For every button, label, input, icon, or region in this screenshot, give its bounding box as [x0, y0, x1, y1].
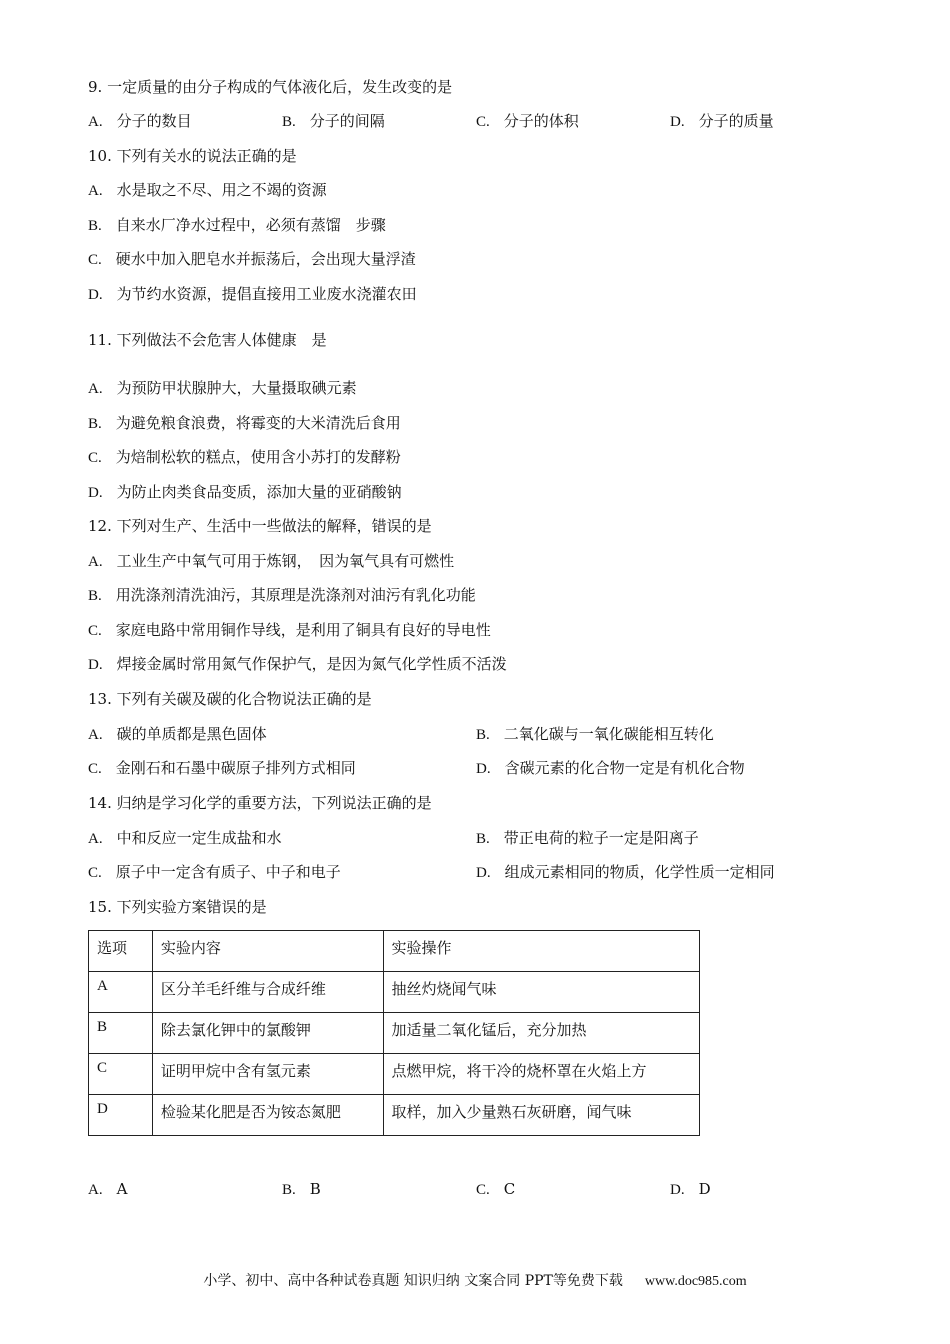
q10-option-a: A. 水是取之不尽、用之不竭的资源 — [88, 181, 327, 199]
table-cell: A — [89, 972, 153, 1013]
table-cell: 区分羊毛纤维与合成纤维 — [152, 972, 383, 1013]
question-14-stem: 14. 归纳是学习化学的重要方法，下列说法正确的是 — [88, 794, 432, 812]
q13-option-d: D. 含碳元素的化合物一定是有机化合物 — [476, 759, 745, 777]
table-cell: 加适量二氧化锰后，充分加热 — [383, 1013, 699, 1054]
table-row — [89, 1095, 700, 1136]
q11-option-c: C. 为焙制松软的糕点，使用含小苏打的发酵粉 — [88, 448, 401, 466]
question-9-stem: 9. 一定质量的由分子构成的气体液化后，发生改变的是 — [88, 78, 453, 96]
q11-option-a: A. 为预防甲状腺肿大，大量摄取碘元素 — [88, 379, 357, 397]
q14-option-a: A. 中和反应一定生成盐和水 — [88, 829, 282, 847]
q13-option-a: A. 碳的单质都是黑色固体 — [88, 725, 267, 743]
q12-option-d: D. 焊接金属时常用氮气作保护气，是因为氮气化学性质不活泼 — [88, 655, 507, 673]
table-cell: D — [89, 1095, 153, 1136]
table-cell: 抽丝灼烧闻气味 — [383, 972, 699, 1013]
table-row — [89, 1054, 700, 1095]
q15-option-a: A. A — [88, 1180, 128, 1198]
table-row — [89, 1013, 700, 1054]
footer-link[interactable]: www.doc985.com — [644, 1274, 747, 1289]
table-cell: 取样，加入少量熟石灰研磨，闻气味 — [383, 1095, 699, 1136]
q15-option-b: B. B — [282, 1180, 321, 1198]
q9-option-c: C. 分子的体积 — [476, 112, 579, 130]
table-cell: 除去氯化钾中的氯酸钾 — [152, 1013, 383, 1054]
q11-option-b: B. 为避免粮食浪费，将霉变的大米清洗后食用 — [88, 414, 401, 432]
q9-option-a: A. 分子的数目 — [88, 112, 192, 130]
q13-option-b: B. 二氧化碳与一氧化碳能相互转化 — [476, 725, 714, 743]
table-cell: B — [89, 1013, 153, 1054]
q14-option-b: B. 带正电荷的粒子一定是阳离子 — [476, 829, 699, 847]
q10-option-c: C. 硬水中加入肥皂水并振荡后，会出现大量浮渣 — [88, 250, 416, 268]
q12-option-b: B. 用洗涤剂清洗油污，其原理是洗涤剂对油污有乳化功能 — [88, 586, 476, 604]
table-header-row — [89, 931, 700, 972]
question-12-stem: 12. 下列对生产、生活中一些做法的解释，错误的是 — [88, 517, 432, 535]
q14-option-c: C. 原子中一定含有质子、中子和电子 — [88, 863, 341, 881]
q9-option-b: B. 分子的间隔 — [282, 112, 385, 130]
question-10-stem: 10. 下列有关水的说法正确的是 — [88, 147, 297, 165]
table-cell: C — [89, 1054, 153, 1095]
question-13-stem: 13. 下列有关碳及碳的化合物说法正确的是 — [88, 690, 372, 708]
q9-option-d: D. 分子的质量 — [670, 112, 774, 130]
table-cell: 证明甲烷中含有氢元素 — [152, 1054, 383, 1095]
table-header-cell: 实验内容 — [152, 931, 383, 972]
q11-option-d: D. 为防止肉类食品变质，添加大量的亚硝酸钠 — [88, 483, 402, 501]
table-header-cell: 选项 — [89, 931, 153, 972]
table-cell: 点燃甲烷，将干冷的烧杯罩在火焰上方 — [383, 1054, 699, 1095]
question-15-stem: 15. 下列实验方案错误的是 — [88, 898, 267, 916]
q13-option-c: C. 金刚石和石墨中碳原子排列方式相同 — [88, 759, 356, 777]
experiment-table — [88, 930, 700, 1136]
footer-text: 小学、初中、高中各种试卷真题 知识归纳 文案合同 PPT等免费下载 — [203, 1273, 623, 1289]
q15-option-d: D. D — [670, 1180, 711, 1198]
question-11-stem: 11. 下列做法不会危害人体健康 是 — [88, 331, 327, 349]
q15-option-c: C. C — [476, 1180, 516, 1198]
q10-option-d: D. 为节约水资源，提倡直接用工业废水浇灌农田 — [88, 285, 417, 303]
q12-option-c: C. 家庭电路中常用铜作导线，是利用了铜具有良好的导电性 — [88, 621, 491, 639]
q14-option-d: D. 组成元素相同的物质，化学性质一定相同 — [476, 863, 775, 881]
table-header-cell: 实验操作 — [383, 931, 699, 972]
q10-option-b: B. 自来水厂净水过程中，必须有蒸馏 步骤 — [88, 216, 386, 234]
page-footer — [0, 1270, 950, 1290]
q12-option-a: A. 工业生产中氧气可用于炼钢， 因为氧气具有可燃性 — [88, 552, 455, 570]
table-row — [89, 972, 700, 1013]
table-cell: 检验某化肥是否为铵态氮肥 — [152, 1095, 383, 1136]
